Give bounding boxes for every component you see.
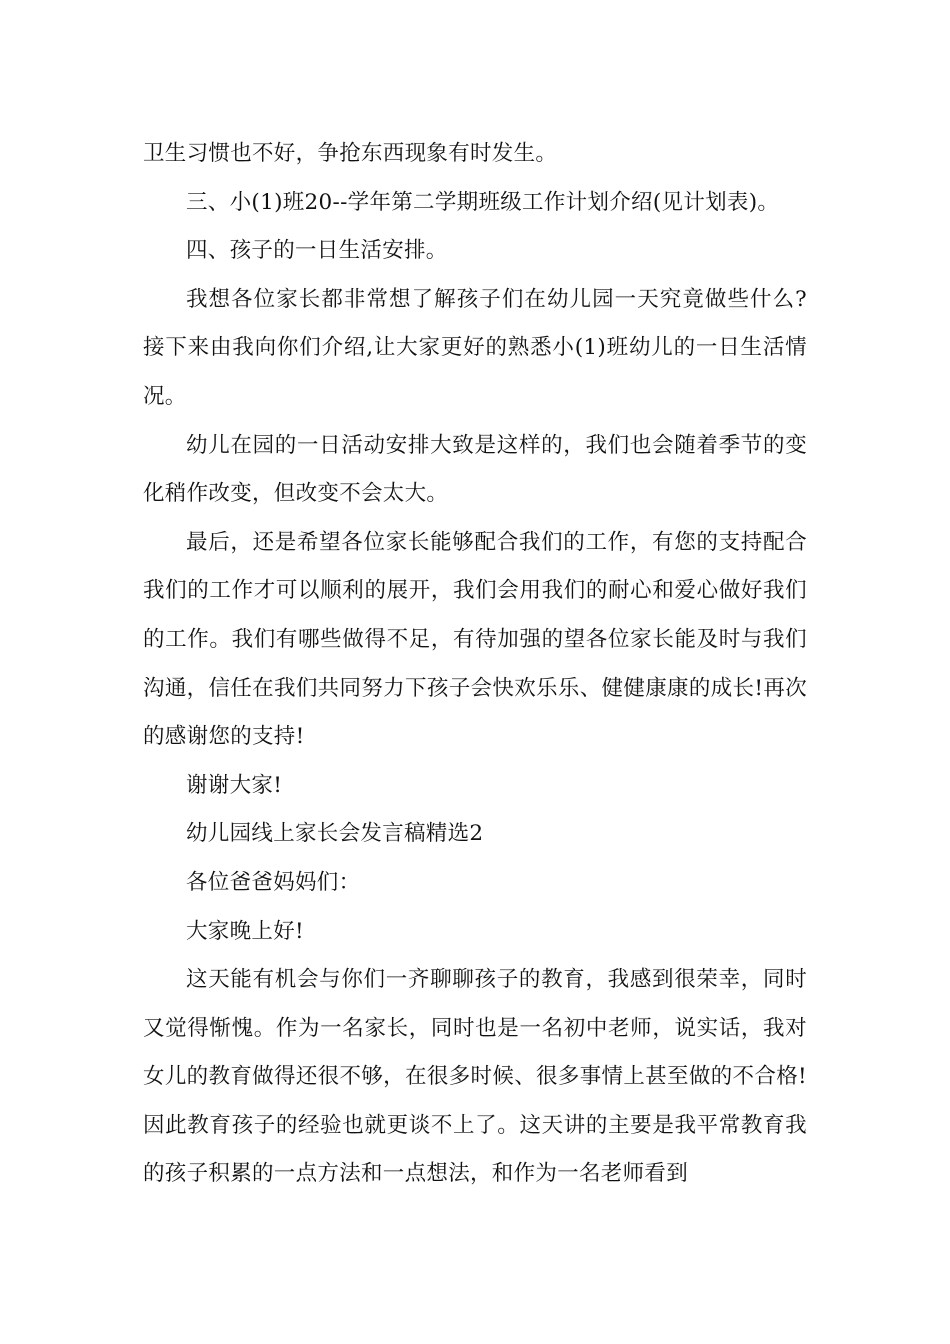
paragraph-speech-body: 这天能有机会与你们一齐聊聊孩子的教育，我感到很荣幸，同时又觉得惭愧。作为一名家长，同时也是一名初中老师，说实话，我对女儿的教育做得还很不够，在很多时候、很多事情上甚至做的不合格!因此教育孩子的经验也就更谈不上了。这天讲的主要是我平常教育我的孩子积累的一点方法和一点想法，和作为一名老师看到 bbox=[143, 967, 807, 1187]
paragraph-daily-intro: 我想各位家长都非常想了解孩子们在幼儿园一天究竟做些什么?接下来由我向你们介绍,让大家更好的熟悉小(1)班幼儿的一日生活情况。 bbox=[143, 286, 807, 409]
paragraph-continuation: 卫生习惯也不好，争抢东西现象有时发生。 bbox=[143, 141, 558, 166]
paragraph-closing: 最后，还是希望各位家长能够配合我们的工作，有您的支持配合我们的工作才可以顺利的展开，我们会用我们的耐心和爱心做好我们的工作。我们有哪些做得不足，有待加强的望各位家长能及时与我们沟通，信任在我们共同努力下孩子会快欢乐乐、健健康康的成长!再次的感谢您的支持! bbox=[143, 529, 807, 750]
paragraph-salutation: 各位爸爸妈妈们： bbox=[186, 869, 361, 895]
paragraph-section-four: 四、孩子的一日生活安排。 bbox=[186, 238, 448, 264]
paragraph-thanks: 谢谢大家! bbox=[186, 772, 283, 798]
section-title-2: 幼儿园线上家长会发言稿精选2 bbox=[186, 821, 484, 847]
paragraph-section-three: 三、小(1)班20--学年第二学期班级工作计划介绍(见计划表)。 bbox=[186, 189, 780, 215]
paragraph-daily-schedule: 幼儿在园的一日活动安排大致是这样的，我们也会随着季节的变化稍作改变，但改变不会太大。 bbox=[143, 432, 807, 507]
paragraph-greeting: 大家晚上好! bbox=[186, 918, 304, 944]
document-body bbox=[143, 130, 807, 1199]
